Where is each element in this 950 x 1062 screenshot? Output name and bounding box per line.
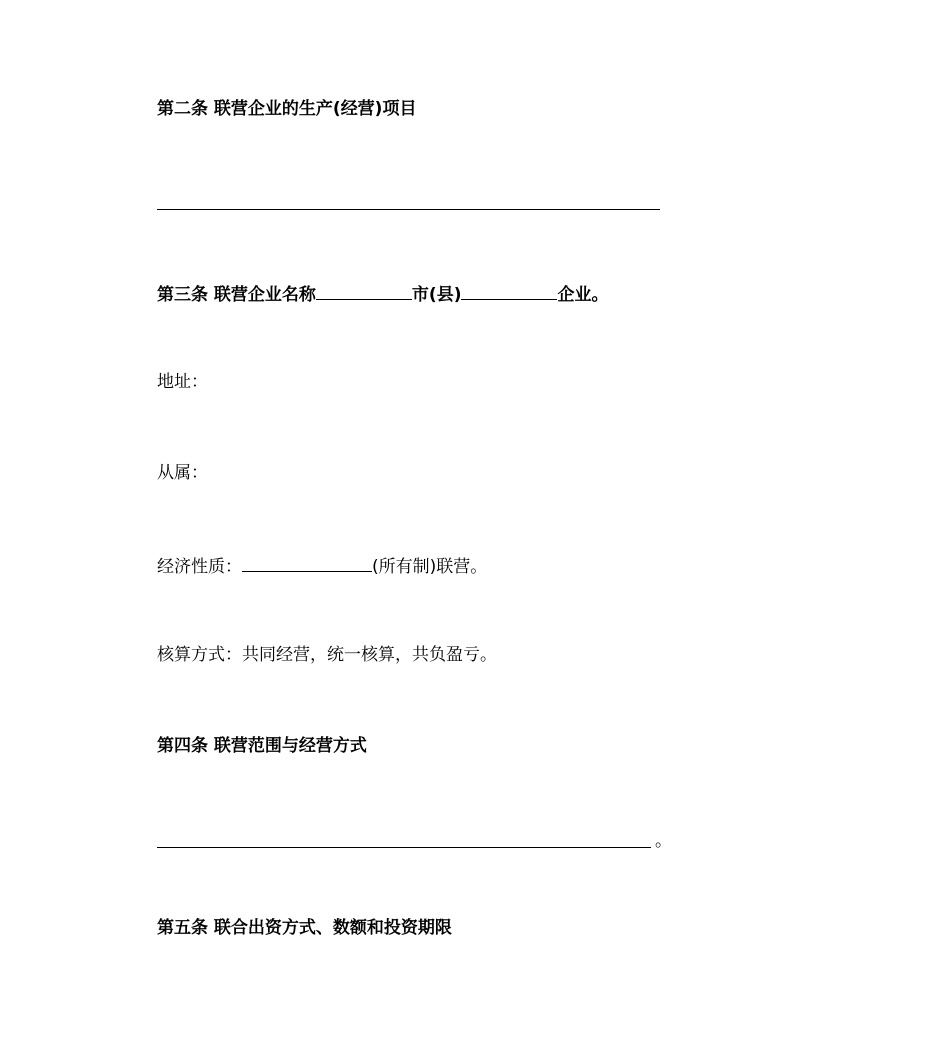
article-3-suffix: 企业。	[557, 285, 609, 305]
article-2-heading: 第二条 联营企业的生产(经营)项目	[157, 99, 417, 119]
article-2-fill-line	[157, 209, 660, 210]
article-5-heading: 第五条 联合出资方式、数额和投资期限	[157, 918, 452, 938]
address-label: 地址：	[157, 372, 208, 392]
enterprise-name-blank	[316, 281, 412, 300]
economic-nature-suffix: (所有制)联营。	[372, 557, 488, 577]
economic-nature-line	[157, 553, 487, 578]
ownership-blank	[242, 553, 372, 572]
economic-nature-label: 经济性质：	[157, 557, 242, 577]
city-county-label: 市(县)	[411, 285, 462, 305]
article-3-heading	[157, 281, 608, 306]
accounting-method-text: 核算方式：共同经营，统一核算，共负盈亏。	[157, 645, 497, 665]
article-4-heading: 第四条 联营范围与经营方式	[157, 736, 367, 756]
city-county-blank	[461, 281, 557, 300]
article-4-end-mark: 。	[655, 831, 672, 851]
article-4-fill-line	[157, 847, 651, 848]
article-3-prefix: 第三条 联营企业名称	[157, 285, 316, 305]
affiliation-label: 从属：	[157, 463, 208, 483]
